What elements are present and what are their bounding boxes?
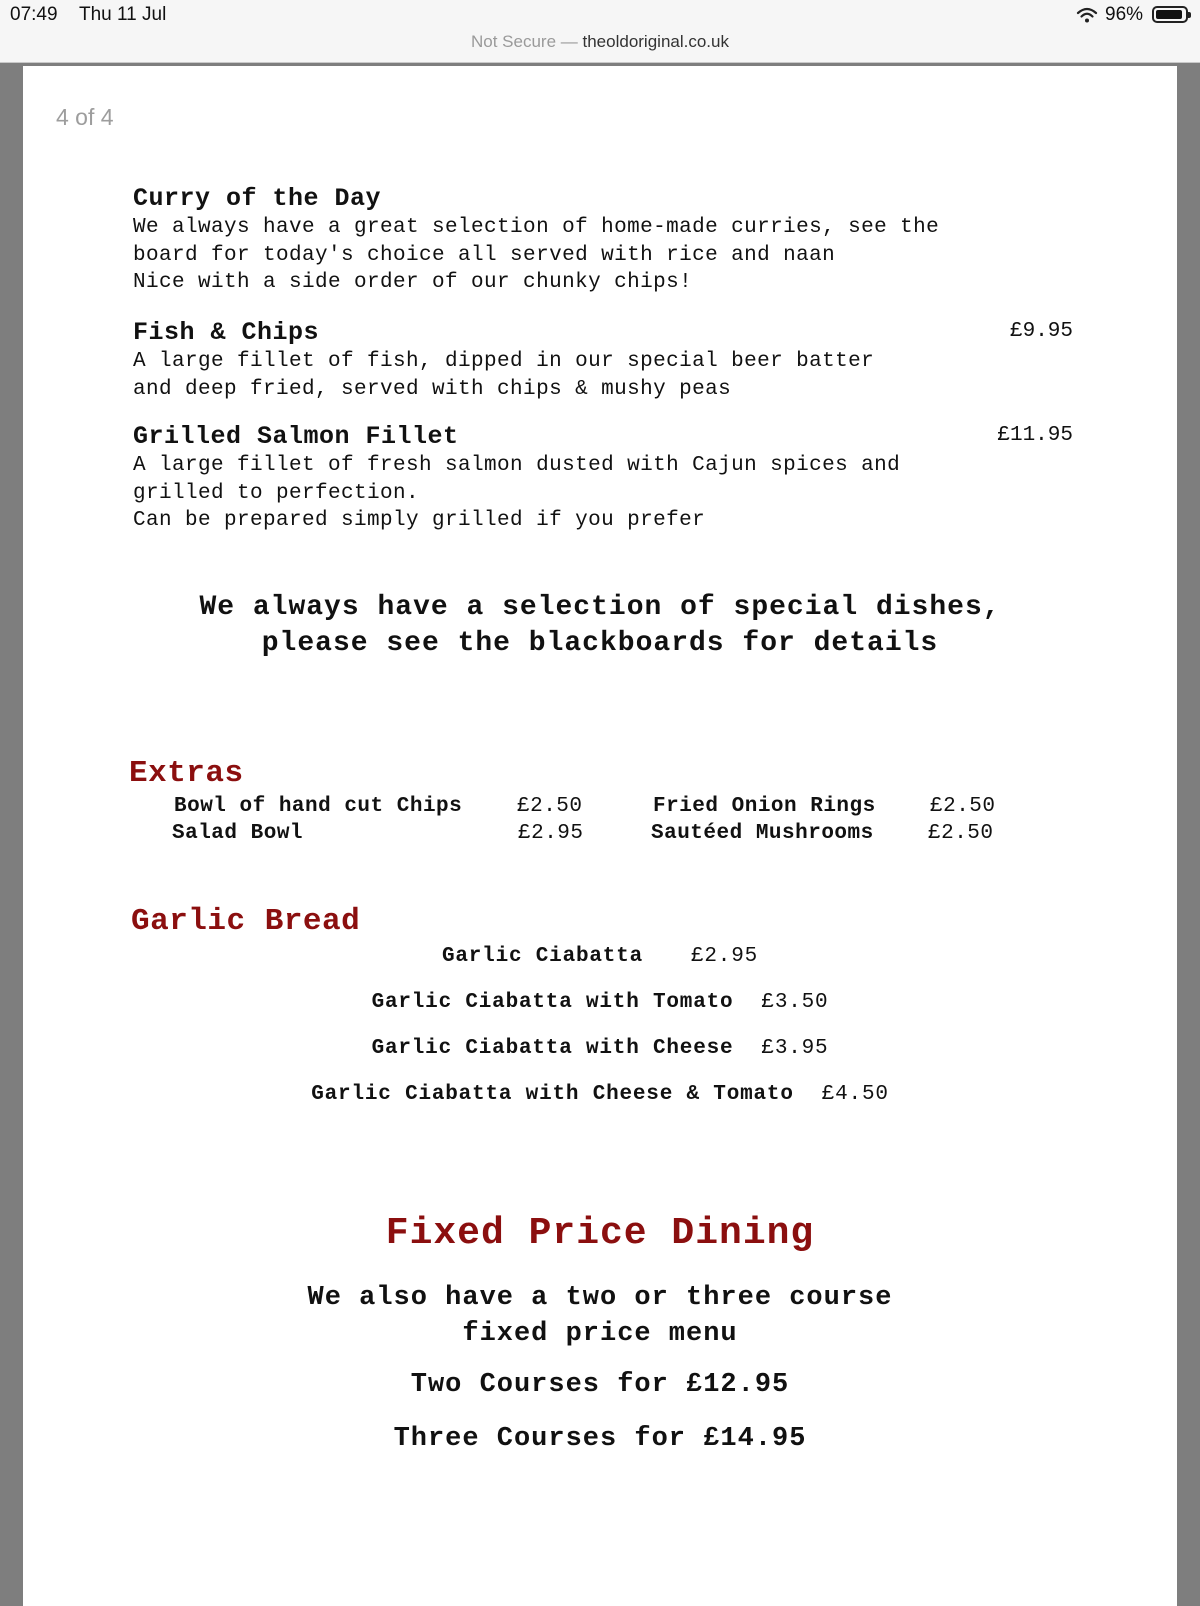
garlic-item-name: Garlic Ciabatta	[441, 945, 643, 968]
extra-item-name: Bowl of hand cut Chips	[174, 795, 463, 818]
garlic-item-name: Garlic Ciabatta with Tomato	[371, 991, 734, 1014]
item-price: £9.95	[1009, 320, 1073, 343]
extra-item-price: £2.50	[928, 822, 994, 845]
garlic-item	[23, 991, 1177, 1014]
browser-top-bar	[0, 0, 1200, 63]
item-description: A large fillet of fresh salmon dusted with Cajun spices and grilled to perfection. Can be prepared simply grilled if you prefer	[133, 454, 901, 532]
status-date: Thu 11 Jul	[79, 4, 167, 25]
menu-item-curry	[133, 184, 1073, 297]
battery-percentage: 96%	[1105, 4, 1144, 25]
specials-note: We always have a selection of special dishes, please see the blackboards for details	[199, 592, 1001, 659]
menu-item-salmon	[133, 422, 1073, 535]
garlic-item-name: Garlic Ciabatta with Cheese	[371, 1037, 734, 1060]
garlic-bread-heading: Garlic Bread	[131, 904, 361, 939]
menu-item-fish-chips	[133, 318, 1073, 403]
item-name: Grilled Salmon Fillet	[133, 422, 459, 451]
pdf-page[interactable]	[23, 66, 1177, 1606]
garlic-item-price: £4.50	[821, 1083, 889, 1106]
address-bar[interactable]	[0, 31, 1200, 53]
security-label: Not Secure —	[471, 32, 578, 51]
three-courses-price: Three Courses for £14.95	[393, 1424, 807, 1454]
garlic-item	[23, 1083, 1177, 1106]
garlic-item-price: £3.50	[761, 991, 829, 1014]
garlic-item	[23, 1037, 1177, 1060]
extra-item-name: Sautéed Mushrooms	[651, 822, 874, 845]
item-name: Fish & Chips	[133, 318, 320, 347]
battery-icon	[1152, 6, 1188, 23]
fixed-price-description: We also have a two or three course fixed price menu	[307, 1283, 893, 1349]
extra-item-name: Salad Bowl	[172, 822, 304, 845]
extras-heading: Extras	[129, 756, 244, 791]
garlic-item-price: £2.95	[691, 945, 759, 968]
item-description: A large fillet of fish, dipped in our special beer batter and deep fried, served with chips & mushy peas	[133, 350, 875, 401]
status-time: 07:49	[10, 4, 58, 25]
item-description: We always have a great selection of home-made curries, see the board for today's choice all served with rice and naan Nice with a side order of our chunky chips!	[133, 216, 940, 294]
garlic-item-name: Garlic Ciabatta with Cheese & Tomato	[311, 1083, 794, 1106]
page-indicator: 4 of 4	[56, 104, 114, 130]
wifi-icon	[1076, 6, 1098, 24]
garlic-item	[23, 945, 1177, 968]
extra-item-price: £2.50	[930, 795, 996, 818]
fixed-price-heading: Fixed Price Dining	[385, 1212, 815, 1255]
extra-item-price: £2.95	[518, 822, 584, 845]
extra-item-price: £2.50	[517, 795, 583, 818]
extra-item-name: Fried Onion Rings	[653, 795, 876, 818]
garlic-item-price: £3.95	[761, 1037, 829, 1060]
two-courses-price: Two Courses for £12.95	[410, 1370, 790, 1400]
item-price: £11.95	[997, 424, 1073, 447]
item-name: Curry of the Day	[133, 184, 382, 213]
url-text: theoldoriginal.co.uk	[582, 32, 729, 51]
